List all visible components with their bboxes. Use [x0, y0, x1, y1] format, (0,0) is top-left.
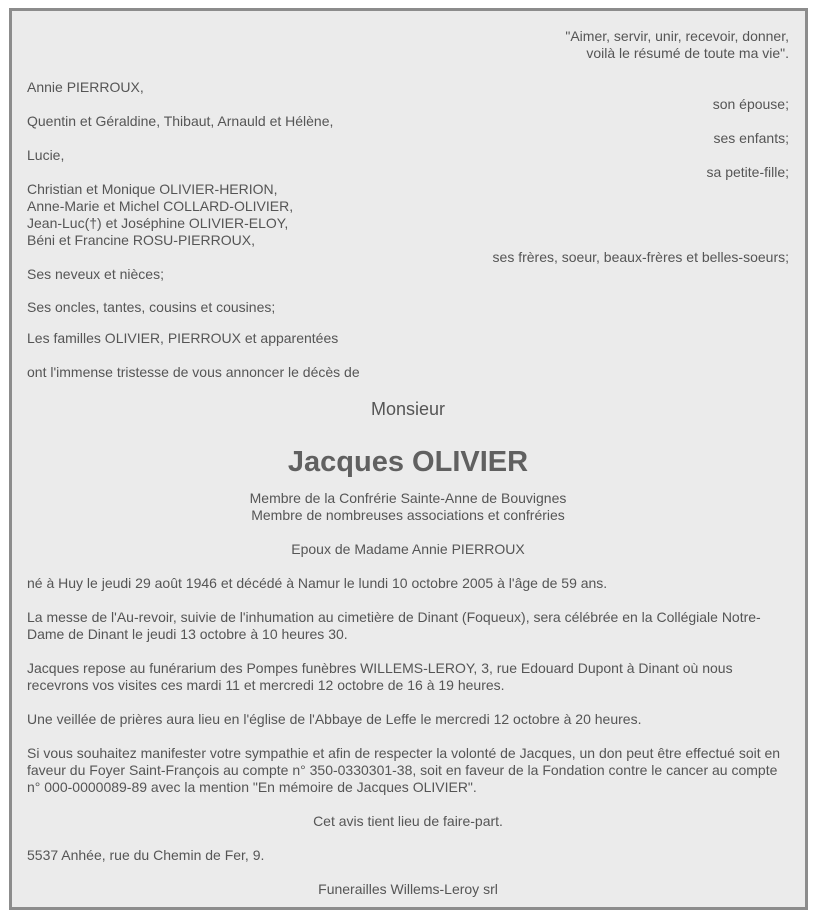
grandchild-role: sa petite-fille;	[706, 164, 789, 180]
address-line: 5537 Anhée, rue du Chemin de Fer, 9.	[27, 847, 265, 863]
birth-death-line: né à Huy le jeudi 29 août 1946 et décédé à Namur le lundi 10 octobre 2005 à l'âge de 59 ans.	[27, 575, 608, 591]
families-line: Les familles OLIVIER, PIERROUX et apparentées	[27, 330, 339, 346]
vigil-paragraph: Une veillée de prières aura lieu en l'église de l'Abbaye de Leffe le mercredi 12 octobre à 20 heures.	[27, 711, 642, 727]
epigraph	[27, 28, 789, 62]
spouse-epoux-line: Epoux de Madame Annie PIERROUX	[291, 541, 525, 557]
sibling-line: Anne-Marie et Michel COLLARD-OLIVIER,	[27, 198, 294, 214]
spouse-role: son épouse;	[712, 96, 789, 112]
sibling-line: Jean-Luc(†) et Joséphine OLIVIER-ELOY,	[27, 215, 289, 231]
epigraph-line: "Aimer, servir, unir, recevoir, donner,	[565, 28, 789, 44]
siblings-role: ses frères, soeur, beaux-frères et belles-soeurs;	[492, 249, 789, 265]
children-names: Quentin et Géraldine, Thibaut, Arnauld et Hélène,	[27, 113, 334, 129]
children-role: ses enfants;	[713, 130, 789, 146]
spouse-name: Annie PIERROUX,	[27, 79, 144, 95]
mass-paragraph: La messe de l'Au-revoir, suivie de l'inhumation au cimetière de Dinant (Foqueux), sera célébrée en la Collégiale Notre-Dame de Dinant le jeudi 13 octobre à 10 heures 30.	[27, 609, 761, 642]
epigraph-line: voilà le résumé de toute ma vie".	[586, 45, 789, 61]
notice-line: Cet avis tient lieu de faire-part.	[313, 813, 503, 829]
sibling-line: Christian et Monique OLIVIER-HERION,	[27, 181, 278, 197]
obituary-notice	[9, 8, 808, 910]
visitation-paragraph: Jacques repose au funérarium des Pompes funèbres WILLEMS-LEROY, 3, rue Edouard Dupont à Dinant où nous recevrons vos visites ces mardi 11 et mercredi 12 octobre de 16 à 19 heures.	[27, 660, 733, 693]
donation-paragraph: Si vous souhaitez manifester votre sympathie et afin de respecter la volonté de Jacques, un don peut être effectué soit en faveur du Foyer Saint-François au compte n° 350-0330301-38, soit en faveur de la Fondation contre le cancer au compte n° 000-0000089-89 avec la mention "En mémoire de Jacques OLIVIER".	[27, 745, 781, 795]
membership-line: Membre de nombreuses associations et confréries	[251, 507, 565, 523]
membership-line: Membre de la Confrérie Sainte-Anne de Bouvignes	[249, 490, 567, 506]
deceased-name: Jacques OLIVIER	[287, 446, 529, 478]
notice-content	[27, 28, 789, 898]
grandchild-name: Lucie,	[27, 147, 65, 163]
funeral-home-line: Funerailles Willems-Leroy srl	[318, 881, 498, 897]
sibling-line: Béni et Francine ROSU-PIERROUX,	[27, 232, 255, 248]
nephews-line: Ses neveux et nièces;	[27, 266, 164, 282]
uncles-line: Ses oncles, tantes, cousins et cousines;	[27, 299, 276, 315]
deceased-title: Monsieur	[370, 399, 446, 419]
announcement-line: ont l'immense tristesse de vous annoncer le décès de	[27, 364, 360, 380]
